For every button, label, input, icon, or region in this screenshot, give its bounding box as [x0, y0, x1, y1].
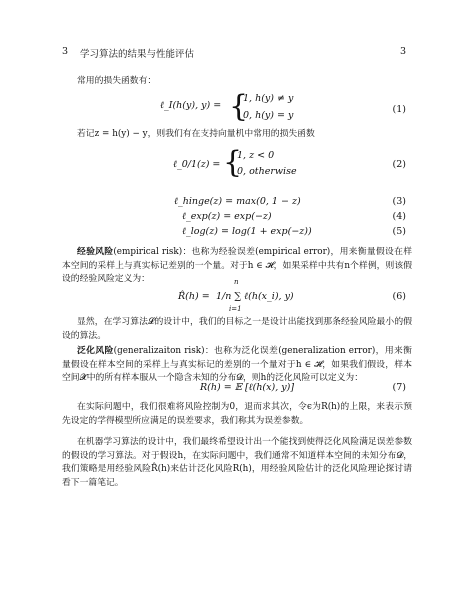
eq1-lhs: [160, 100, 221, 111]
empirical-note: 显然，在学习算法𝓛的设计中，我们的目标之一是设计出能找到那条经验风险最小的假设的算法。: [62, 317, 412, 341]
eq1-case1: 1, h(y) ≠ y: [243, 93, 294, 104]
page-number: 3: [399, 46, 406, 57]
running-title: 学习算法的结果与性能评估: [80, 49, 195, 60]
eq4: ℓ_exp(z) = exp(−z): [182, 211, 272, 222]
eq1-brace: {: [229, 89, 249, 124]
generalization-text: (generalizaiton risk)：也称为泛化误差(generalization error)，用来衡量假设在样本空间的采样上与真实标记的差别的一个量对于h ∈ 𝓗，如果我们假设，样本空间𝓧中的所有样本服从一个隐含未知的分布𝓓，则h的泛化风险可以定义为：: [62, 346, 412, 383]
eq2-number: (2): [392, 159, 406, 170]
eq2-case1: 1, z < 0: [237, 150, 275, 161]
eq3: ℓ_hinge(z) = max(0, 1 − z): [174, 196, 301, 207]
eq5: ℓ_log(z) = log(1 + exp(−z)): [182, 226, 312, 237]
paragraph-error-parameter: 在实际问题中，我们很难将风险控制为0，退而求其次，令ϵ为R(h)的上限，来表示预先设定的学得模型所应满足的误差要求，我们称其为误差参数。: [62, 402, 412, 426]
eq2-brace: {: [223, 145, 243, 180]
eq1-case2: 0, h(y) = y: [243, 110, 294, 121]
generalization-term: 泛化风险: [77, 346, 114, 356]
intro-text: 常用的损失函数有：: [77, 76, 157, 86]
section-number: 3: [62, 46, 69, 57]
generalization-paragraph: [62, 345, 412, 386]
eq7-number: (7): [392, 382, 406, 393]
eq6-sum-lower: i=1: [229, 305, 242, 313]
eq6-sum-upper: n: [234, 278, 239, 286]
eq1-lhs-text: ℓ_I(h(y), y) =: [160, 100, 222, 111]
eq6-number: (6): [392, 291, 406, 302]
eq6-lhs: R̂(h) =: [178, 291, 210, 302]
empirical-text: (empirical risk)：也称为经验误差(empirical error)，用来衡量假设在样本空间的采样上与真实标记差别的一个量。对于h ∈ 𝓗，如果采样中共有n个样例，则该假设的经验风险定义为：: [62, 247, 412, 284]
surrogate-text: 若记z = h(y) − y，则我们有在支持向量机中常用的损失函数: [77, 129, 315, 139]
eq4-number: (4): [392, 211, 406, 222]
eq7: R(h) = 𝔼 [ℓ(h(x), y)]: [200, 382, 295, 393]
eq3-number: (3): [392, 196, 406, 207]
eq5-number: (5): [392, 226, 406, 237]
eq2-lhs: ℓ_0/1(z) =: [173, 159, 221, 170]
eq1-number: (1): [392, 104, 406, 115]
eq6-rhs: 1/n ∑ ℓ(h(x_i), y): [216, 291, 294, 302]
empirical-term: 经验风险: [77, 247, 114, 257]
eq2-case2: 0, otherwise: [237, 166, 297, 177]
paragraph-strategy: 在机器学习算法的设计中，我们最终希望设计出一个能找到使得泛化风险满足误差参数的假设的学习算法。对于假设h，在实际问题中，我们通常不知道样本空间的未知分布𝓓，我们策略是用经验风险R̂(h)来估计泛化风险R(h)，用经验风险估计的泛化风险理论探讨请看下一篇笔记。: [62, 437, 412, 488]
